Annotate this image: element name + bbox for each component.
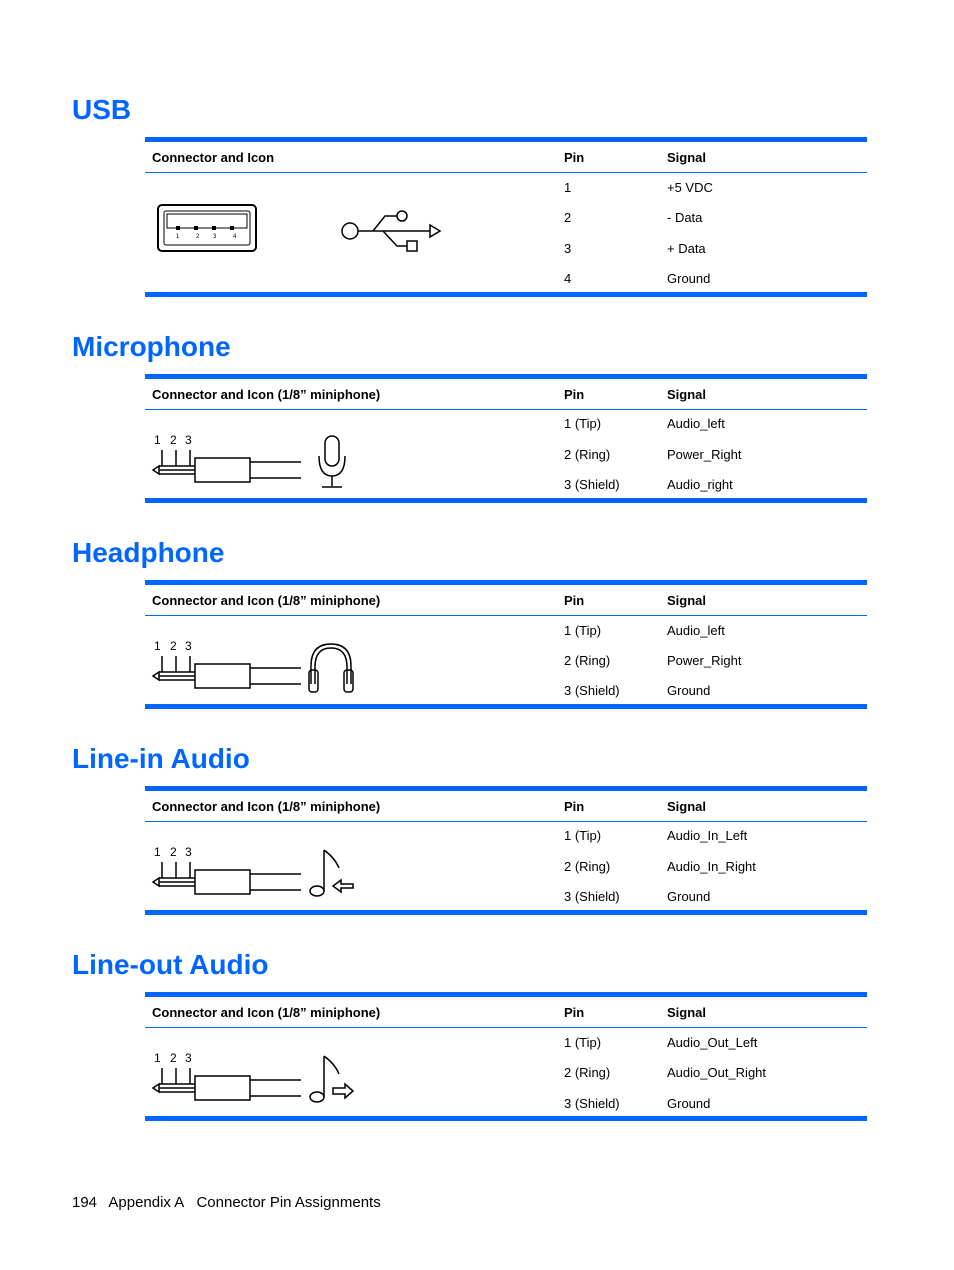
headphone-icon: [309, 644, 353, 692]
jack-label: 1: [154, 845, 161, 859]
signal-cell: Audio_left: [667, 623, 725, 638]
jack-label: 2: [170, 433, 177, 447]
header-connector: Connector and Icon (1/8” miniphone): [152, 799, 381, 814]
jack-connector-diagram: [145, 1042, 465, 1132]
signal-cell: Ground: [667, 271, 711, 286]
jack-label: 2: [170, 639, 177, 653]
miniphone-plug-icon: [153, 1068, 301, 1100]
header-signal: Signal: [667, 799, 707, 814]
jack-connector-diagram: [145, 424, 465, 514]
miniphone-plug-icon: [153, 450, 301, 482]
page-number: 194: [72, 1194, 98, 1211]
jack-label: 3: [185, 639, 192, 653]
pin-cell: 3: [564, 241, 572, 256]
jack-label: 3: [185, 433, 192, 447]
page-footer: [72, 1194, 389, 1211]
jack-label: 2: [170, 845, 177, 859]
usb-port-icon: [158, 205, 256, 251]
signal-cell: Audio_right: [667, 477, 733, 492]
header-pin: Pin: [564, 387, 585, 402]
signal-cell: +5 VDC: [667, 180, 713, 195]
section-title-headphone: Headphone: [72, 537, 225, 568]
signal-cell: Ground: [667, 889, 711, 904]
usb-trident-icon: [342, 211, 440, 251]
signal-cell: Power_Right: [667, 653, 742, 668]
usb-pin-label: 3: [213, 234, 217, 240]
signal-cell: Audio_Out_Left: [667, 1035, 758, 1050]
signal-cell: Audio_Out_Right: [667, 1065, 767, 1080]
signal-cell: - Data: [667, 210, 703, 225]
table-header: [145, 585, 867, 616]
pin-cell: 3 (Shield): [564, 477, 620, 492]
miniphone-plug-icon: [153, 656, 301, 688]
header-connector: Connector and Icon (1/8” miniphone): [152, 593, 381, 608]
jack-label: 3: [185, 1051, 192, 1065]
signal-cell: Ground: [667, 1096, 711, 1111]
header-pin: Pin: [564, 150, 585, 165]
microphone-table: [145, 374, 867, 503]
pin-cell: 3 (Shield): [564, 889, 620, 904]
music-note-arrow-out-icon: [310, 1056, 353, 1102]
jack-label: 1: [154, 639, 161, 653]
usb-connector-diagram: [145, 183, 465, 303]
pin-cell: 2 (Ring): [564, 859, 611, 874]
pin-cell: 2 (Ring): [564, 653, 611, 668]
header-connector: Connector and Icon: [152, 150, 275, 165]
line-out-table: [145, 992, 867, 1121]
header-signal: Signal: [667, 387, 707, 402]
footer-title: Connector Pin Assignments: [196, 1194, 381, 1211]
table-header: [145, 379, 867, 410]
header-connector: Connector and Icon (1/8” miniphone): [152, 387, 381, 402]
table-header: [145, 142, 867, 173]
pin-cell: 1 (Tip): [564, 623, 602, 638]
usb-table: [145, 137, 867, 297]
header-connector: Connector and Icon (1/8” miniphone): [152, 1005, 381, 1020]
miniphone-plug-icon: [153, 862, 301, 894]
jack-connector-diagram: [145, 630, 465, 720]
signal-cell: Power_Right: [667, 447, 742, 462]
pin-cell: 2 (Ring): [564, 447, 611, 462]
pin-cell: 4: [564, 271, 572, 286]
usb-pin-label: 4: [233, 234, 237, 240]
pin-cell: 1: [564, 180, 572, 195]
header-pin: Pin: [564, 799, 585, 814]
section-title-microphone: Microphone: [72, 331, 231, 362]
section-title-usb: USB: [72, 94, 132, 125]
table-header: [145, 997, 867, 1028]
section-title-line-out: Line-out Audio: [72, 949, 269, 980]
line-in-table: [145, 786, 867, 915]
signal-cell: Audio_In_Left: [667, 828, 748, 843]
pin-cell: 1 (Tip): [564, 416, 602, 431]
footer-chapter: Appendix A: [108, 1194, 185, 1211]
header-signal: Signal: [667, 593, 707, 608]
pin-cell: 2 (Ring): [564, 1065, 611, 1080]
jack-label: 2: [170, 1051, 177, 1065]
pin-cell: 1 (Tip): [564, 1035, 602, 1050]
header-pin: Pin: [564, 593, 585, 608]
usb-pin-label: 2: [196, 234, 200, 240]
pin-cell: 3 (Shield): [564, 683, 620, 698]
jack-label: 1: [154, 1051, 161, 1065]
microphone-icon: [319, 436, 345, 487]
signal-cell: Audio_In_Right: [667, 859, 756, 874]
jack-connector-diagram: [145, 836, 465, 926]
header-signal: Signal: [667, 1005, 707, 1020]
table-header: [145, 791, 867, 822]
header-pin: Pin: [564, 1005, 585, 1020]
signal-cell: Ground: [667, 683, 711, 698]
usb-pin-label: 1: [176, 234, 180, 240]
jack-label: 1: [154, 433, 161, 447]
section-title-line-in: Line-in Audio: [72, 743, 250, 774]
header-signal: Signal: [667, 150, 707, 165]
music-note-arrow-in-icon: [310, 850, 353, 896]
signal-cell: Audio_left: [667, 416, 725, 431]
headphone-table: [145, 580, 867, 709]
pin-cell: 2: [564, 210, 572, 225]
signal-cell: + Data: [667, 241, 706, 256]
pin-cell: 3 (Shield): [564, 1096, 620, 1111]
pin-cell: 1 (Tip): [564, 828, 602, 843]
jack-label: 3: [185, 845, 192, 859]
